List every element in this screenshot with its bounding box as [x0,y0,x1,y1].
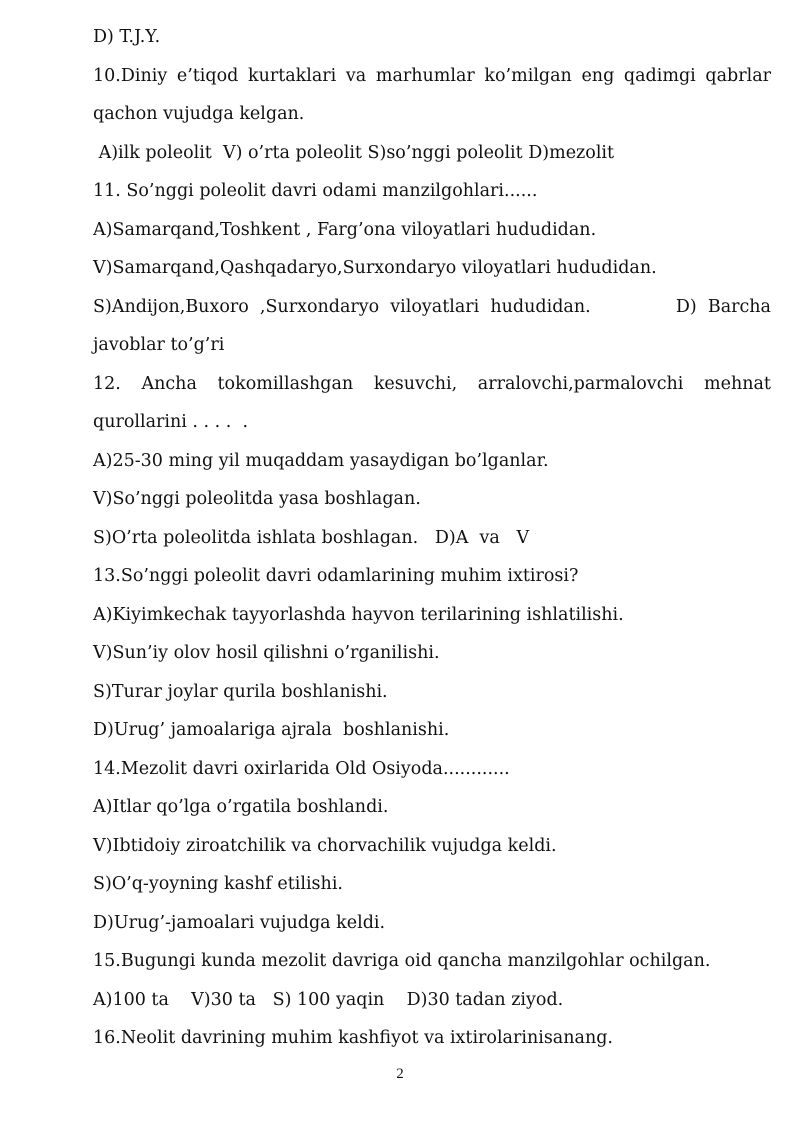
question-14-option-a: A)Itlar qo’lga o’rgatila boshlandi. [93,797,389,817]
question-11-option-s-d [93,288,771,327]
word: 12. [93,373,121,394]
question-10-line-2: qachon vujudga kelgan. [93,104,305,124]
word: qadimgi [623,65,696,86]
question-11-option-a: A)Samarqand,Toshkent , Farg’ona viloyatlari hududidan. [93,219,597,240]
question-14-option-v: V)Ibtidoiy ziroatchilik va chorvachilik vujudga keldi. [93,835,557,856]
question-12-line-2: qurollarini . . . . . [93,412,249,432]
question-14-option-d: D)Urug’-jamoalari vujudga keldi. [93,912,386,933]
word: qabrlar [705,65,771,86]
question-13-option-a: A)Kiyimkechak tayyorlashda hayvon terilarining ishlatilishi. [93,604,624,625]
question-15: 15.Bugungi kunda mezolit davriga oid qancha manzilgohlar ochilgan. [93,951,711,971]
page-number: 2 [396,1066,404,1082]
option-s: S)Andijon,Buxoro ,Surxondaryo viloyatlari hududidan. [93,296,591,317]
question-14-option-s: S)O’q-yoyning kashf etilishi. [93,874,343,894]
word: Ancha [141,373,197,394]
answer-option-line: D) T.J.Y. [93,27,161,47]
word: mehnat [704,373,771,394]
option-d: D) Barcha [675,296,771,317]
question-13: 13.So’nggi poleolit davri odamlarining muhim ixtirosi? [93,566,579,586]
word: kurtaklari [247,65,337,86]
question-12-option-v: V)So’nggi poleolitda yasa boshlagan. [93,489,421,509]
question-11: 11. So’nggi poleolit davri odami manzilgohlari...... [93,181,538,201]
question-15-options: A)100 ta V)30 ta S) 100 yaqin D)30 tadan ziyod. [93,989,564,1010]
question-10-options: A)ilk poleolit V) o’rta poleolit S)so’nggi poleolit D)mezolit [93,142,615,163]
question-12-line-1 [93,365,771,404]
word: eng [581,65,615,86]
word: e’tiqod [176,65,239,86]
question-14: 14.Mezolit davri oxirlarida Old Osiyoda............ [93,758,510,779]
word: tokomillashgan [217,373,354,394]
question-13-option-v: V)Sun’iy olov hosil qilishni o’rganilishi. [93,643,440,663]
word: marhumlar [375,65,475,86]
word: va [345,65,367,86]
question-11-option-v: V)Samarqand,Qashqadaryo,Surxondaryo viloyatlari hududidan. [93,258,657,278]
question-10-line-1 [93,57,771,96]
word: ko’milgan [484,65,572,86]
word: kesuvchi, [373,373,458,394]
question-13-option-d: D)Urug’ jamoalariga ajrala boshlanishi. [93,720,450,740]
question-12-option-a: A)25-30 ming yil muqaddam yasaydigan bo’lganlar. [93,450,549,471]
question-11-option-d-cont: javoblar to’g’ri [93,335,225,355]
word: arralovchi,parmalovchi [477,373,684,394]
question-13-option-s: S)Turar joylar qurila boshlanishi. [93,681,388,702]
question-12-option-s-d: S)O’rta poleolitda ishlata boshlagan. D)A va V [93,527,530,548]
question-16: 16.Neolit davrining muhim kashfiyot va ixtirolarinisanang. [93,1028,613,1048]
document-page [93,18,771,1058]
word: 10.Diniy [93,65,168,86]
